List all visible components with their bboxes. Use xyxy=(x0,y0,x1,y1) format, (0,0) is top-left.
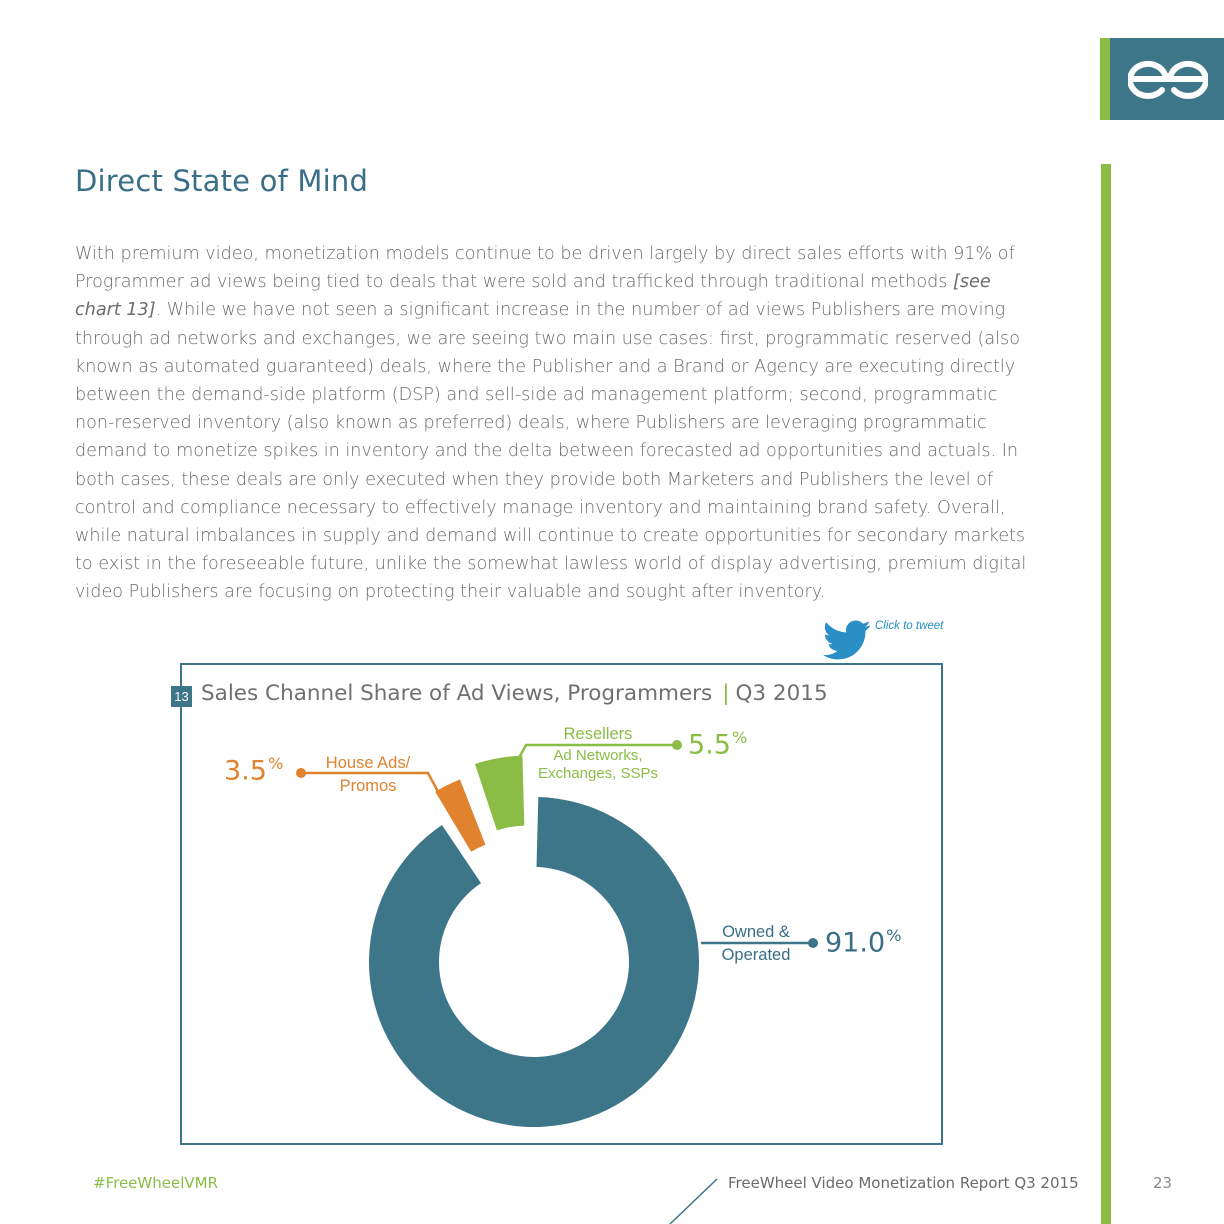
label-owned-line2: Operated xyxy=(721,946,791,964)
label-owned-operated xyxy=(704,921,808,967)
chart-subtitle: Q3 2015 xyxy=(735,681,828,706)
footer-hashtag[interactable]: #FreeWheelVMR xyxy=(93,1174,218,1192)
label-resellers xyxy=(528,723,668,783)
value-owned-operated xyxy=(825,926,902,958)
chart-reference: [see chart 13] xyxy=(75,272,991,321)
logo-accent-stripe xyxy=(1100,38,1110,120)
value-owned-number: 91.0 xyxy=(825,927,886,959)
label-resellers-line1: Resellers xyxy=(563,725,633,743)
label-house-ads xyxy=(312,752,424,798)
value-owned-unit: % xyxy=(886,926,902,945)
page-title: Direct State of Mind xyxy=(75,164,369,198)
label-resellers-line3: Exchanges, SSPs xyxy=(537,765,659,782)
label-resellers-line2: Ad Networks, xyxy=(553,747,643,764)
footer-report-title: FreeWheel Video Monetization Report Q3 2015 xyxy=(728,1174,1079,1192)
value-house-ads-number: 3.5 xyxy=(224,755,267,787)
body-text-part2: . While we have not seen a significant increase in the number of ad views Publishers are moving through ad networks and exchanges, we are seeing two main use cases: first, programmatic reserved (also known as automated guaranteed) deals, where the Publisher and a Brand or Agency are executing directly between the demand-side platform (DSP) and sell-side ad management platform; second, programmatic non-reserved inventory (also known as preferred) deals, where Publishers are leveraging programmatic demand to monetize spikes in inventory and the delta between forecasted ad opportunities and actuals. In both cases, these deals are only executed when they provide both Marketers and Publishers the level of control and compliance necessary to effectively manage inventory and maintaining brand safety. Overall, while natural imbalances in supply and demand will continue to create opportunities for secondary markets to exist in the foreseeable future, unlike the somewhat lawless world of display advertising, premium digital video Publishers are focusing on protecting their valuable and sought after inventory. xyxy=(75,300,1027,603)
brand-logo xyxy=(1100,38,1224,120)
chart-title: Sales Channel Share of Ad Views, Programmers xyxy=(201,681,713,706)
chart-title-line xyxy=(201,681,828,706)
click-to-tweet-link[interactable] xyxy=(822,616,982,662)
body-text-part1: With premium video, monetization models continue to be driven largely by direct sales efforts with 91% of Programmer ad views being tied to deals that were sold and trafficked through traditional methods xyxy=(75,244,1015,293)
label-house-ads-line1: House Ads/ xyxy=(325,754,411,772)
side-accent-bar xyxy=(1101,164,1111,1224)
value-house-ads-unit: % xyxy=(267,754,284,773)
label-house-ads-line2: Promos xyxy=(339,777,397,795)
chart-number-badge: 13 xyxy=(171,686,192,707)
freewheel-logo-icon xyxy=(1128,50,1208,108)
body-paragraph xyxy=(75,240,1040,607)
twitter-bird-icon xyxy=(822,618,870,662)
value-house-ads xyxy=(224,754,283,786)
value-resellers-number: 5.5 xyxy=(688,729,731,761)
click-to-tweet-label: Click to tweet xyxy=(875,620,944,632)
footer-page-number: 23 xyxy=(1153,1174,1173,1192)
label-owned-line1: Owned & xyxy=(722,923,790,941)
value-resellers-unit: % xyxy=(731,728,748,747)
title-separator: | xyxy=(722,681,730,706)
value-resellers xyxy=(688,728,747,760)
